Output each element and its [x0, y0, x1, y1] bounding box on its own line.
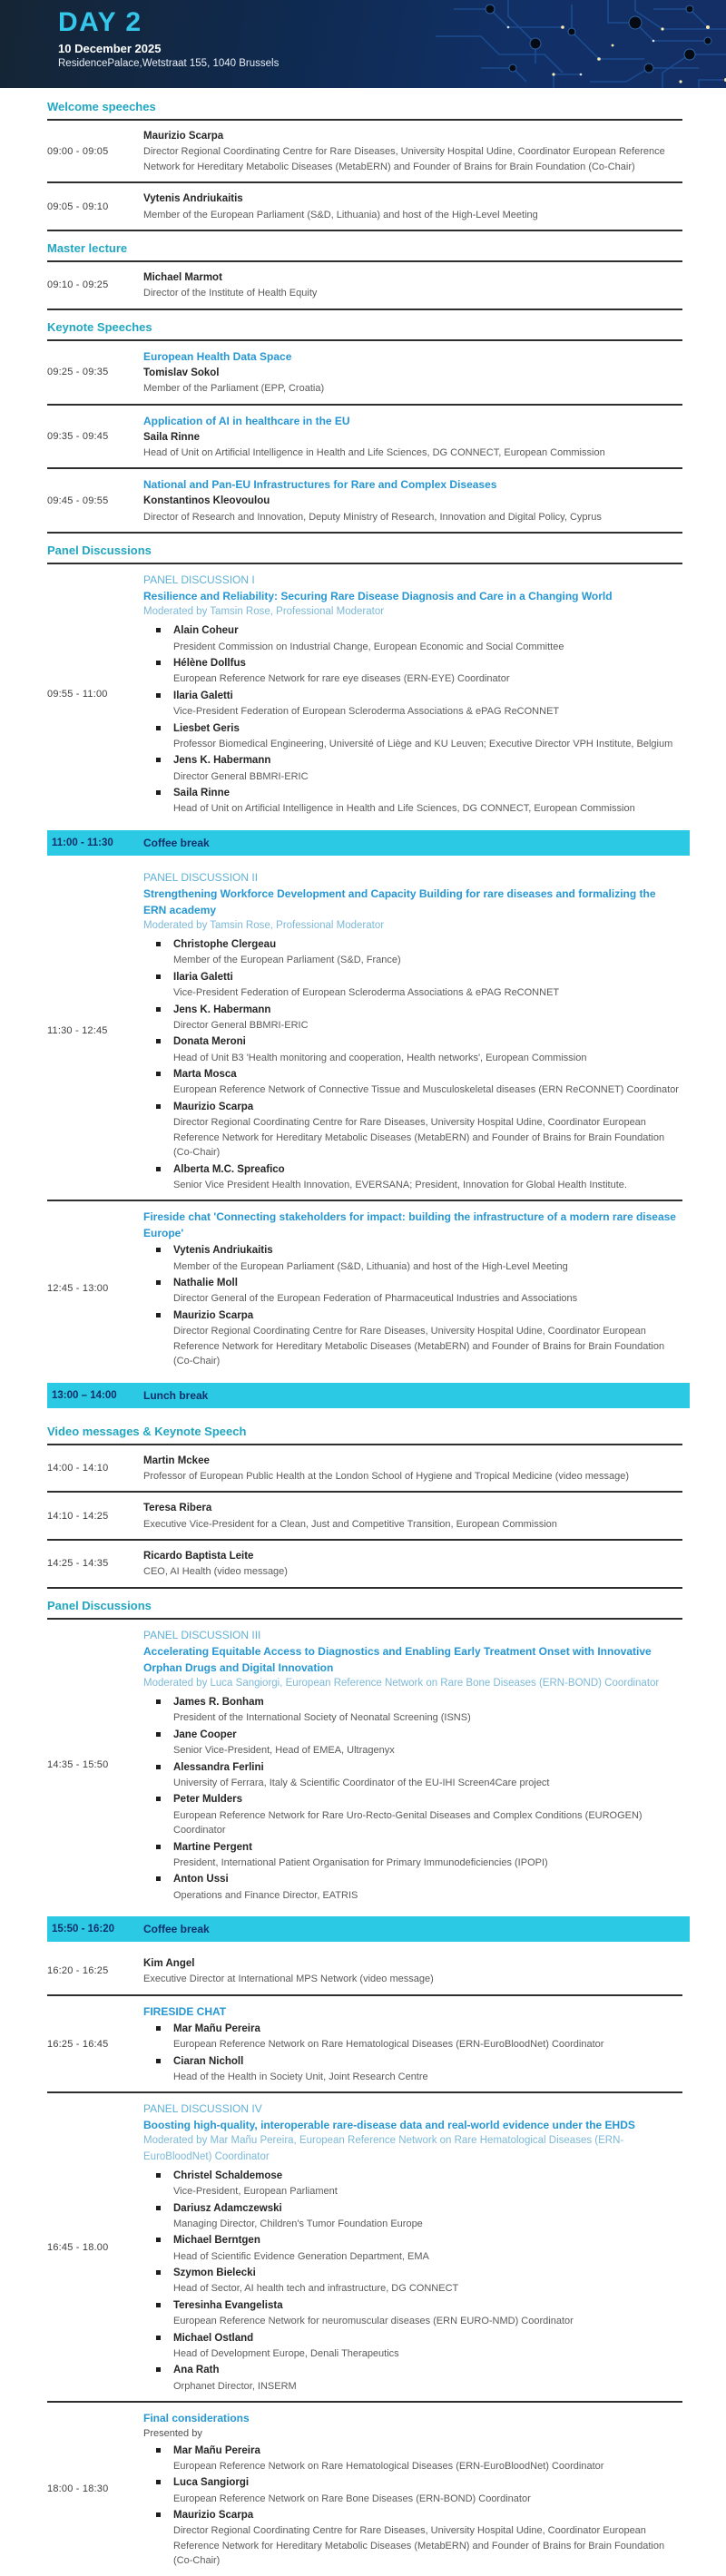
bullet-square-icon: [156, 2059, 161, 2063]
row-content: [143, 1453, 682, 1484]
speaker-role: Orphanet Director, INSERM: [173, 2380, 297, 2392]
time-label: 14:35 - 15:50: [47, 1758, 109, 1770]
speaker-role: Professor Biomedical Engineering, Université of Liège and KU Leuven; Executive Director VPH Institute, Belgium: [173, 738, 673, 749]
speaker-item: [143, 2297, 681, 2329]
speaker-block: [173, 1242, 681, 1274]
row-content: [143, 1955, 682, 1987]
speaker-role: Head of Development Europe, Denali Therapeutics: [173, 2347, 399, 2359]
speaker-name: Donata Meroni: [173, 1036, 246, 1048]
speaker-name: Saila Rinne: [173, 788, 230, 798]
speaker-block: [173, 622, 681, 654]
speaker-item: [143, 2362, 681, 2394]
speaker-name: Michael Marmot: [143, 272, 222, 283]
bullet-square-icon: [156, 693, 161, 698]
speaker-block: [173, 1033, 681, 1065]
speaker-item: [143, 1791, 681, 1837]
speaker-role: Head of Unit on Artificial Intelligence in Health and Life Sciences, DG CONNECT, European Commission: [173, 803, 635, 815]
time-label: 14:25 - 14:35: [47, 1558, 109, 1570]
bullet-square-icon: [156, 1280, 161, 1285]
bullet-square-icon: [156, 975, 161, 979]
speaker-role: Member of the European Parliament (S&D, Lithuania) and host of the High-Level Meeting: [173, 1260, 568, 1272]
speaker-item: [143, 2168, 681, 2199]
speaker-block: [173, 1161, 681, 1193]
speaker-block: [173, 1871, 681, 1903]
section-heading: Panel Discussions: [47, 534, 682, 564]
speaker-item: [143, 2232, 681, 2264]
speaker-item: [143, 1871, 681, 1903]
event-venue: ResidencePalace,Wetstraat 155, 1040 Brussels: [58, 58, 280, 69]
speaker-role: Director General of the European Federation of Pharmaceutical Industries and Associations: [173, 1293, 578, 1305]
speaker-name: Mar Mañu Pereira: [173, 2023, 260, 2034]
speaker-role: Senior Vice-President, Head of EMEA, Ultragenyx: [173, 1745, 395, 1756]
speaker-block: [173, 2507, 681, 2569]
circuit-pattern-decoration: [427, 0, 726, 88]
presented-by-label: Presented by: [143, 2428, 202, 2439]
speaker-name: Nathalie Moll: [173, 1278, 238, 1288]
speaker-block: [173, 1727, 681, 1758]
speaker-block: [173, 1791, 681, 1837]
speaker-item: [143, 1099, 681, 1161]
row-content: [143, 269, 682, 301]
speaker-block: [173, 1759, 681, 1791]
agenda-row: [47, 121, 682, 183]
speaker-block: [173, 1099, 681, 1161]
speaker-name: Maurizio Scarpa: [173, 1101, 254, 1112]
agenda-row: [47, 1620, 682, 1910]
session-title: Resilience and Reliability: Securing Rare Disease Diagnosis and Care in a Changing World: [143, 590, 613, 602]
event-date: 10 December 2025: [58, 42, 162, 55]
panel-label: PANEL DISCUSSION II: [143, 870, 259, 884]
speaker-item: [143, 785, 681, 817]
speaker-role: President Commission on Industrial Change, European Economic and Social Committee: [173, 641, 564, 652]
speaker-item: [143, 1275, 681, 1307]
agenda-row: [47, 262, 682, 310]
speaker-name: Jens K. Habermann: [173, 755, 271, 767]
bullet-square-icon: [156, 2173, 161, 2178]
speaker-name: Ilaria Galetti: [173, 690, 233, 701]
bullet-square-icon: [156, 2336, 161, 2340]
section-heading: Welcome speeches: [47, 90, 682, 121]
speaker-block: [173, 1066, 681, 1098]
section-heading: Video messages & Keynote Speech: [47, 1415, 682, 1445]
agenda-row: [47, 341, 682, 406]
section-heading: Keynote Speeches: [47, 310, 682, 341]
speaker-role: European Reference Network on Rare Hematological Diseases (ERN-EuroBloodNet) Coordinator: [173, 2460, 604, 2472]
agenda-row: [47, 1541, 682, 1589]
speaker-role: Director Regional Coordinating Centre for Rare Diseases, University Hospital Udine, Coordinator European Reference Network for Hereditary Metabolic Diseases (MetabERN) and Founder of Brains for Brain Foundation (Co-Chair): [173, 1326, 665, 1366]
break-time-label: 13:00 – 14:00: [52, 1389, 117, 1401]
row-content: [143, 1209, 682, 1368]
speaker-block: [173, 720, 681, 752]
speaker-name: Ciaran Nicholl: [173, 2055, 244, 2067]
speaker-role: Executive Director at International MPS Network (video message): [143, 1974, 434, 1985]
break-time-label: 15:50 - 16:20: [52, 1924, 115, 1934]
session-title: Boosting high-quality, interoperable rare-disease data and real-world evidence under the EHDS: [143, 2119, 635, 2132]
time-label: 16:20 - 16:25: [47, 1965, 109, 1977]
speaker-name: Teresa Ribera: [143, 1503, 212, 1514]
break-label: Coffee break: [143, 1923, 210, 1935]
bullet-square-icon: [156, 1007, 161, 1012]
bullet-square-icon: [156, 2026, 161, 2031]
agenda-row: [47, 1201, 682, 1376]
break-label: Lunch break: [143, 1388, 209, 1402]
bullet-square-icon: [156, 1765, 161, 1769]
bullet-square-icon: [156, 2448, 161, 2453]
row-content: [143, 413, 682, 461]
bullet-square-icon: [156, 1732, 161, 1737]
speaker-item: [143, 752, 681, 784]
speaker-item: [143, 2021, 681, 2052]
speaker-item: [143, 1033, 681, 1065]
speaker-block: [173, 1694, 681, 1726]
row-content: [143, 348, 682, 397]
row-content: [143, 476, 682, 524]
speaker-role: Executive Vice-President for a Clean, Just and Competitive Transition, European Commission: [143, 1518, 557, 1530]
panel-label: PANEL DISCUSSION III: [143, 1628, 261, 1641]
time-label: 16:25 - 16:45: [47, 2038, 109, 2050]
session-title: European Health Data Space: [143, 349, 292, 363]
speaker-role: CEO, AI Health (video message): [143, 1566, 288, 1578]
bullet-square-icon: [156, 758, 161, 762]
speaker-item: [143, 655, 681, 687]
row-content: [143, 2003, 682, 2085]
time-label: 14:00 - 14:10: [47, 1462, 109, 1474]
speaker-block: [173, 936, 681, 968]
speaker-block: [173, 655, 681, 687]
panel-label: PANEL DISCUSSION IV: [143, 2102, 262, 2116]
speaker-role: Member of the European Parliament (S&D, Lithuania) and host of the High-Level Meeting: [143, 209, 538, 220]
time-label: 09:05 - 09:10: [47, 201, 109, 212]
row-content: [143, 128, 682, 174]
speaker-name: Ilaria Galetti: [173, 971, 233, 983]
speaker-item: [143, 969, 681, 1001]
speaker-role: President, International Patient Organisation for Primary Immunodeficiencies (IPOPI): [173, 1856, 548, 1868]
speaker-role: Member of the Parliament (EPP, Croatia): [143, 383, 325, 394]
section-heading: Master lecture: [47, 231, 682, 262]
speaker-block: [173, 785, 681, 817]
bullet-square-icon: [156, 2270, 161, 2275]
speaker-role: Head of the Health in Society Unit, Joint Research Centre: [173, 2071, 428, 2082]
speaker-item: [143, 2474, 681, 2506]
speaker-block: [173, 1275, 681, 1307]
agenda-row: [47, 564, 682, 824]
session-title: Final considerations: [143, 2412, 250, 2424]
speaker-name: Szymon Bielecki: [173, 2267, 256, 2278]
speaker-role: Director of Research and Innovation, Deputy Ministry of Research, Innovation and Digital Policy, Cyprus: [143, 511, 602, 523]
bullet-square-icon: [156, 2480, 161, 2484]
speaker-item: [143, 1694, 681, 1726]
speaker-role: Director of the Institute of Health Equity: [143, 288, 318, 299]
speaker-name: James R. Bonham: [173, 1697, 264, 1708]
speaker-role: Director Regional Coordinating Centre for Rare Diseases, University Hospital Udine, Coordinator European Reference Network for Hereditary Metabolic Diseases (MetabERN) and Founder of Brains for Brain Foundation (Co-Chair): [173, 2525, 665, 2567]
speaker-block: [173, 969, 681, 1001]
speaker-item: [143, 1727, 681, 1758]
speaker-name: Maurizio Scarpa: [173, 1309, 254, 1321]
speaker-role: Vice-President Federation of European Scleroderma Associations & ePAG ReCONNET: [173, 706, 560, 717]
speaker-role: Head of Unit B3 'Health monitoring and cooperation, Health networks', European Commission: [173, 1052, 587, 1063]
bullet-square-icon: [156, 1104, 161, 1109]
speaker-role: Director General BBMRI-ERIC: [173, 1019, 309, 1031]
break-time-label: 11:00 - 11:30: [52, 837, 113, 848]
speaker-role: Vice-President, European Parliament: [173, 2186, 338, 2197]
speaker-name: Mar Mañu Pereira: [173, 2444, 260, 2456]
speaker-name: Jens K. Habermann: [173, 1004, 271, 1015]
time-label: 09:25 - 09:35: [47, 367, 109, 378]
speaker-name: Anton Ussi: [173, 1874, 229, 1885]
speaker-item: [143, 2443, 681, 2474]
break-label: Coffee break: [143, 836, 210, 849]
break-row: [47, 1916, 690, 1942]
time-label: 09:45 - 09:55: [47, 495, 109, 506]
speaker-name: Alberta M.C. Spreafico: [173, 1163, 285, 1175]
bullet-square-icon: [156, 2303, 161, 2307]
speaker-name: Teresinha Evangelista: [173, 2299, 283, 2311]
speaker-block: [173, 2053, 681, 2085]
speaker-name: Christel Schaldemose: [173, 2170, 283, 2181]
speaker-role: European Reference Network on Rare Bone Diseases (ERN-BOND) Coordinator: [173, 2493, 531, 2504]
speaker-item: [143, 2330, 681, 2362]
session-title: Application of AI in healthcare in the EU: [143, 414, 350, 427]
speaker-name: Hélène Dollfus: [173, 658, 246, 669]
speaker-block: [173, 2021, 681, 2052]
speaker-item: [143, 1002, 681, 1033]
time-label: 09:00 - 09:05: [47, 145, 109, 157]
bullet-square-icon: [156, 1699, 161, 1704]
speaker-role: European Reference Network of Connective Tissue and Musculoskeletal diseases (ERN ReCONNET) Coordinator: [173, 1084, 679, 1096]
speaker-block: [173, 2265, 681, 2297]
agenda-row: [47, 862, 682, 1202]
break-row: [47, 830, 690, 856]
time-label: 14:10 - 14:25: [47, 1510, 109, 1522]
speaker-role: Director Regional Coordinating Centre for Rare Diseases, University Hospital Udine, Coordinator European Reference Network for Hereditary Metabolic Diseases (MetabERN) and Founder of Brains for Brain Foundation (Co-Chair): [143, 146, 665, 172]
agenda-row: [47, 2093, 682, 2403]
agenda-row: [47, 1948, 682, 1996]
session-title: Strengthening Workforce Development and Capacity Building for rare diseases and formalizing the ERN academy: [143, 886, 656, 916]
row-content: [143, 2101, 682, 2394]
bullet-square-icon: [156, 1039, 161, 1043]
speaker-block: [173, 2200, 681, 2232]
bullet-square-icon: [156, 1167, 161, 1171]
speaker-name: Ricardo Baptista Leite: [143, 1551, 254, 1562]
row-content: [143, 2410, 682, 2569]
time-label: 09:35 - 09:45: [47, 430, 109, 442]
speaker-name: Vytenis Andriukaitis: [173, 1245, 273, 1257]
panel-label: PANEL DISCUSSION I: [143, 573, 255, 586]
bullet-square-icon: [156, 1248, 161, 1252]
bullet-square-icon: [156, 1072, 161, 1076]
agenda-row: [47, 1445, 682, 1494]
bullet-square-icon: [156, 1845, 161, 1849]
bullet-square-icon: [156, 942, 161, 946]
bullet-square-icon: [156, 726, 161, 730]
speaker-item: [143, 2053, 681, 2085]
speaker-block: [173, 2297, 681, 2329]
speaker-role: European Reference Network on Rare Hematological Diseases (ERN-EuroBloodNet) Coordinator: [173, 2039, 604, 2050]
speaker-name: Tomislav Sokol: [143, 367, 220, 378]
speaker-role: Director Regional Coordinating Centre for Rare Diseases, University Hospital Udine, Coordinator European Reference Network for Hereditary Metabolic Diseases (MetabERN) and Founder of Brains for Brain Foundation (Co-Chair): [173, 1117, 665, 1158]
speaker-role: Operations and Finance Director, EATRIS: [173, 1889, 358, 1901]
section-heading: Panel Discussions: [47, 1589, 682, 1620]
speaker-role: Member of the European Parliament (S&D, France): [173, 955, 401, 966]
speaker-block: [173, 1839, 681, 1871]
speaker-role: European Reference Network for Rare Uro-Recto-Genital Diseases and Complex Conditions (EUROGEN) Coordinator: [173, 1809, 643, 1836]
speaker-item: [143, 688, 681, 720]
speaker-role: European Reference Network for neuromuscular diseases (ERN EURO-NMD) Coordinator: [173, 2316, 574, 2326]
speaker-name: Ana Rath: [173, 2365, 220, 2376]
agenda-row: [47, 183, 682, 231]
speaker-name: Jane Cooper: [173, 1729, 237, 1740]
time-label: 09:55 - 11:00: [47, 688, 108, 700]
bullet-square-icon: [156, 1876, 161, 1881]
time-label: 18:00 - 18:30: [47, 2483, 109, 2495]
row-content: [143, 1500, 682, 1532]
speaker-item: [143, 1242, 681, 1274]
session-title: FIRESIDE CHAT: [143, 2004, 227, 2018]
speaker-role: President of the International Society of Neonatal Screening (ISNS): [173, 1712, 471, 1724]
speaker-name: Martin Mckee: [143, 1455, 210, 1466]
speaker-item: [143, 936, 681, 968]
speaker-name: Liesbet Geris: [173, 722, 240, 734]
speaker-item: [143, 1161, 681, 1193]
speaker-name: Michael Berntgen: [173, 2235, 260, 2247]
row-content: [143, 1627, 682, 1903]
speaker-block: [173, 2168, 681, 2199]
speaker-name: Dariusz Adamczewski: [173, 2202, 282, 2214]
row-content: [143, 1548, 682, 1580]
speaker-name: Vytenis Andriukaitis: [143, 193, 243, 205]
row-content: [143, 869, 682, 1193]
speaker-item: [143, 622, 681, 654]
speaker-name: Marta Mosca: [173, 1069, 237, 1080]
speaker-name: Kim Angel: [143, 1958, 195, 1969]
speaker-role: Head of Scientific Evidence Generation Department, EMA: [173, 2250, 429, 2262]
page-title: DAY 2: [58, 7, 142, 37]
speaker-role: Vice-President Federation of European Scleroderma Associations & ePAG ReCONNET: [173, 987, 560, 998]
session-title: National and Pan-EU Infrastructures for Rare and Complex Diseases: [143, 478, 497, 492]
speaker-block: [173, 1308, 681, 1369]
speaker-block: [173, 2232, 681, 2264]
event-header: [0, 0, 726, 88]
time-label: 16:45 - 18.00: [47, 2241, 109, 2253]
session-title: Fireside chat 'Connecting stakeholders for impact: building the infrastructure of a modern rare disease Europe': [143, 1210, 676, 1240]
speaker-role: University of Ferrara, Italy & Scientific Coordinator of the EU-IHI Screen4Care project: [173, 1777, 550, 1788]
speaker-name: Maurizio Scarpa: [173, 2510, 254, 2521]
speaker-name: Konstantinos Kleovoulou: [143, 495, 270, 507]
speaker-role: European Reference Network for rare eye diseases (ERN-EYE) Coordinator: [173, 673, 510, 685]
bullet-square-icon: [156, 790, 161, 795]
speaker-item: [143, 1759, 681, 1791]
bullet-square-icon: [156, 2206, 161, 2210]
speaker-name: Martine Pergent: [173, 1841, 252, 1853]
row-content: [143, 191, 682, 222]
bullet-square-icon: [156, 1313, 161, 1317]
speaker-role: Senior Vice President Health Innovation, EVERSANA; President, Innovation for Global Health Institute.: [173, 1179, 627, 1190]
speaker-name: Peter Mulders: [173, 1794, 243, 1806]
speaker-name: Luca Sangiorgi: [173, 2477, 250, 2489]
time-label: 09:10 - 09:25: [47, 279, 109, 291]
bullet-square-icon: [156, 628, 161, 632]
speaker-name: Alain Coheur: [173, 625, 239, 637]
moderator-note: Moderated by Mar Mañu Pereira, European Reference Network on Rare Hematological Diseases (ERN-EuroBloodNet) Coordinator: [143, 2135, 624, 2162]
speaker-block: [173, 2362, 681, 2394]
speaker-block: [173, 2474, 681, 2506]
row-content: [143, 572, 682, 817]
agenda-row: [47, 2403, 682, 2576]
speaker-role: Head of Unit on Artificial Intelligence in Health and Life Sciences, DG CONNECT, European Commission: [143, 446, 605, 458]
speaker-item: [143, 2265, 681, 2297]
schedule: [0, 88, 726, 2576]
speaker-item: [143, 2507, 681, 2569]
bullet-square-icon: [156, 661, 161, 665]
speaker-block: [173, 2443, 681, 2474]
agenda-row: [47, 469, 682, 534]
speaker-item: [143, 1839, 681, 1871]
speaker-name: Alessandra Ferlini: [173, 1761, 264, 1773]
speaker-name: Christophe Clergeau: [173, 939, 277, 950]
speaker-block: [173, 752, 681, 784]
bullet-square-icon: [156, 2238, 161, 2242]
speaker-role: Managing Director, Children's Tumor Foundation Europe: [173, 2218, 423, 2229]
speaker-name: Maurizio Scarpa: [143, 131, 224, 142]
bullet-square-icon: [156, 1797, 161, 1801]
speaker-block: [173, 2330, 681, 2362]
speaker-name: Michael Ostland: [173, 2332, 254, 2344]
moderator-note: Moderated by Tamsin Rose, Professional Moderator: [143, 919, 385, 931]
speaker-role: Professor of European Public Health at the London School of Hygiene and Tropical Medicine (video message): [143, 1470, 630, 1482]
bullet-square-icon: [156, 2367, 161, 2372]
moderator-note: Moderated by Luca Sangiorgi, European Reference Network on Rare Bone Diseases (ERN-BOND) Coordinator: [143, 1677, 660, 1689]
break-row: [47, 1383, 690, 1408]
session-title: Accelerating Equitable Access to Diagnostics and Enabling Early Treatment Onset with Innovative Orphan Drugs and Digital Innovation: [143, 1644, 652, 1674]
time-label: 12:45 - 13:00: [47, 1283, 109, 1295]
speaker-item: [143, 1066, 681, 1098]
speaker-item: [143, 720, 681, 752]
moderator-note: Moderated by Tamsin Rose, Professional Moderator: [143, 606, 385, 617]
speaker-block: [173, 688, 681, 720]
time-label: 11:30 - 12:45: [47, 1025, 108, 1036]
speaker-role: Director General BBMRI-ERIC: [173, 770, 309, 782]
bullet-square-icon: [156, 2512, 161, 2517]
speaker-item: [143, 1308, 681, 1369]
agenda-row: [47, 406, 682, 470]
agenda-row: [47, 1493, 682, 1541]
speaker-item: [143, 2200, 681, 2232]
speaker-name: Saila Rinne: [143, 431, 200, 443]
agenda-row: [47, 1996, 682, 2094]
speaker-role: Head of Sector, AI health tech and infrastructure, DG CONNECT: [173, 2283, 459, 2295]
speaker-block: [173, 1002, 681, 1033]
